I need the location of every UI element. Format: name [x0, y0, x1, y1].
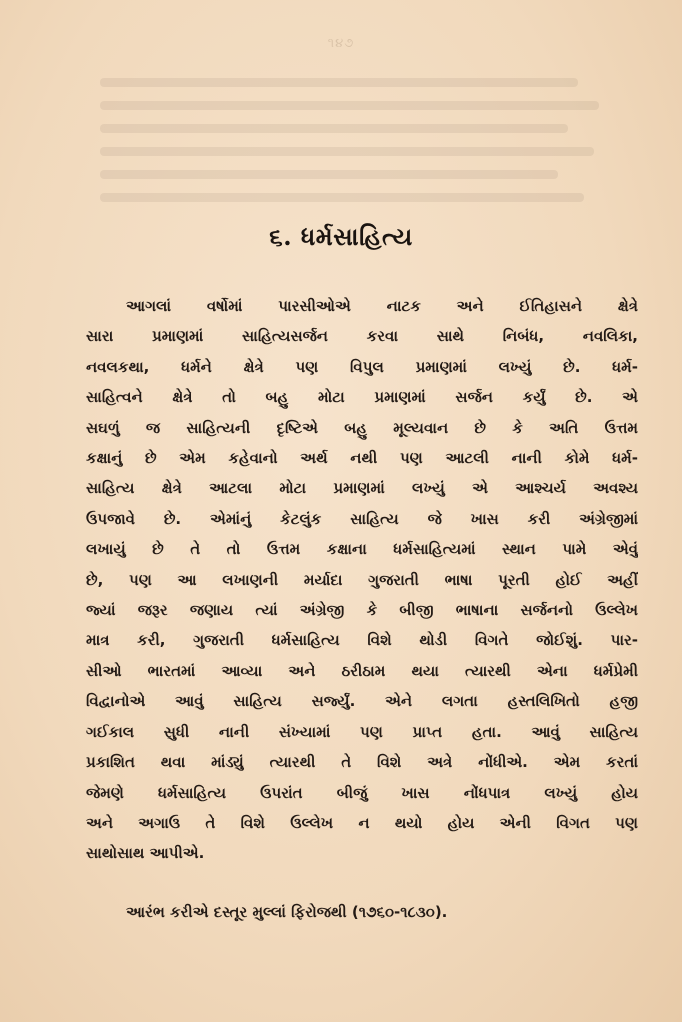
text-line: આગલાં વર્ષોમાં પારસીઓએ નાટક અને ઈતિહાસને ક્ષેત્રે — [126, 297, 638, 315]
text-line: માત્ર કરી, ગુજરાતી ધર્મસાહિત્ય વિશે થોડી વિગતે જોઈશું. પાર- — [86, 631, 638, 650]
text-line: સઘળું જ સાહિત્યની દૃષ્ટિએ બહુ મૂલ્યવાન છે કે અતિ ઉત્તમ — [86, 418, 638, 437]
text-line: અને અગાઉ તે વિશે ઉલ્લેખ ન થયો હોય એની વિગત પણ — [86, 813, 638, 832]
paragraph-2: આરંભ કરીએ દસ્તૂર મુલ્લાં ફિરોજથી (૧૭૬૦-૧૮૩૦). — [126, 903, 448, 921]
text-line: જેમણે ધર્મસાહિત્ય ઉપરાંત બીજું ખાસ નોંધપાત્ર લખ્યું હોય — [86, 783, 638, 802]
text-line: પ્રકાશિત થવા માંડ્યું ત્યારથી તે વિશે અત્રે નોંધીએ. એમ કરતાં — [86, 753, 638, 772]
page-number: ૧૪૭ — [327, 36, 355, 51]
text-line: લખાયું છે તે તો ઉત્તમ કક્ષાના ધર્મસાહિત્યમાં સ્થાન પામે એવું — [86, 540, 638, 559]
paragraph-1 — [86, 291, 638, 869]
text-line: ગઈકાલ સુધી નાની સંખ્યામાં પણ પ્રાપ્ત હતા. આવું સાહિત્ય — [86, 722, 638, 741]
text-line: સીઓ ભારતમાં આવ્યા અને ઠરીઠામ થયા ત્યારથી એના ધર્મપ્રેમી — [86, 661, 638, 680]
bleed-through-shadow — [100, 78, 620, 238]
text-line: છે, પણ આ લખાણની મર્યાદા ગુજરાતી ભાષા પૂરતી હોઈ અહીં — [86, 570, 638, 589]
text-line: જ્યાં જરૂર જણાય ત્યાં અંગ્રેજી કે બીજી ભાષાના સર્જનનો ઉલ્લેખ — [86, 601, 638, 620]
text-line: નવલકથા, ધર્મને ક્ષેત્રે પણ વિપુલ પ્રમાણમાં લખ્યું છે. ધર્મ- — [86, 357, 638, 376]
text-line: વિદ્વાનોએ આવું સાહિત્ય સર્જ્યું. એને લગતા હસ્તલિખિતો હજી — [86, 692, 638, 711]
text-line: સારા પ્રમાણમાં સાહિત્યસર્જન કરવા સાથે નિબંધ, નવલિકા, — [86, 327, 638, 346]
text-line: સાહિત્વને ક્ષેત્રે તો બહુ મોટા પ્રમાણમાં સર્જન કર્યું છે. એ — [86, 388, 638, 407]
text-line: ઉપજાવે છે. એમાંનું કેટલુંક સાહિત્ય જે ખાસ કરી અંગ્રેજીમાં — [86, 509, 638, 528]
text-line: સાહિત્ય ક્ષેત્રે આટલા મોટા પ્રમાણમાં લખ્યું એ આશ્ચર્ય અવશ્ય — [86, 479, 638, 498]
chapter-title: ૬. ધર્મસાહિત્ય — [269, 222, 413, 251]
text-line: સાથોસાથ આપીએ. — [86, 844, 205, 863]
text-line: કક્ષાનું છે એમ કહેવાનો અર્થ નથી પણ આટલી નાની કોમે ધર્મ- — [86, 449, 638, 468]
